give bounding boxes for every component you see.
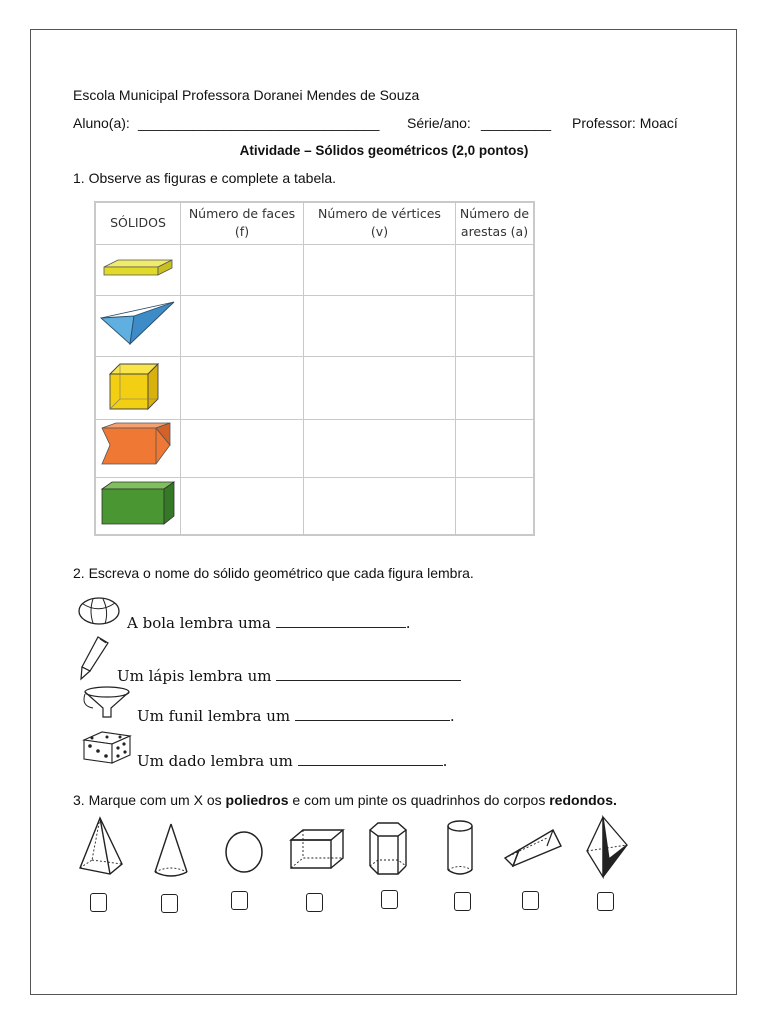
q2-item-pencil: Um lápis lembra um xyxy=(117,666,461,685)
table-row xyxy=(95,295,534,356)
serie-field[interactable]: _________ xyxy=(481,115,552,131)
serie-label: Série/ano: xyxy=(407,115,471,131)
answer-blank[interactable] xyxy=(295,706,450,721)
aluno-field[interactable]: _______________________________ xyxy=(138,115,380,131)
edges-cell[interactable] xyxy=(456,244,535,295)
green-box-icon xyxy=(95,477,181,535)
ball-icon xyxy=(77,596,123,628)
table-row xyxy=(95,477,534,535)
q2-item-ball: A bola lembra uma . xyxy=(127,614,411,632)
faces-cell[interactable] xyxy=(181,244,304,295)
q2-prompt: 2. Escreva o nome do sólido geométrico que cada figura lembra. xyxy=(73,565,474,581)
dice-icon xyxy=(80,730,134,766)
pencil-icon xyxy=(78,633,114,681)
hexagonal-prism-icon xyxy=(366,820,412,878)
vertices-cell[interactable] xyxy=(304,295,456,356)
table-row xyxy=(95,356,534,419)
vertices-cell[interactable] xyxy=(304,477,456,535)
solids-table xyxy=(94,201,535,536)
faces-cell[interactable] xyxy=(181,477,304,535)
cylinder-icon xyxy=(443,818,477,880)
edges-cell[interactable] xyxy=(456,295,535,356)
professor-label: Professor: Moací xyxy=(572,115,678,131)
octahedron-icon xyxy=(583,815,631,881)
checkbox-triangular-prism[interactable] xyxy=(522,891,539,910)
school-name: Escola Municipal Professora Doranei Mendes de Souza xyxy=(73,87,420,103)
sphere-icon xyxy=(223,830,265,874)
checkbox-square-pyramid[interactable] xyxy=(90,893,107,912)
activity-title: Atividade – Sólidos geométricos (2,0 pontos) xyxy=(239,143,529,158)
square-pyramid-icon xyxy=(76,816,128,878)
faces-cell[interactable] xyxy=(181,356,304,419)
faces-cell[interactable] xyxy=(181,419,304,477)
vertices-cell[interactable] xyxy=(304,244,456,295)
q1-prompt: 1. Observe as figuras e complete a tabela. xyxy=(73,170,337,186)
triangular-prism-icon xyxy=(499,826,567,874)
rectangular-prism-icon xyxy=(287,826,347,872)
faces-cell[interactable] xyxy=(181,295,304,356)
checkbox-octahedron[interactable] xyxy=(597,892,614,911)
blue-pyramid-icon xyxy=(95,295,181,356)
header-solidos: SÓLIDOS xyxy=(95,202,181,244)
cone-icon xyxy=(151,822,193,880)
checkbox-cone[interactable] xyxy=(161,894,178,913)
edges-cell[interactable] xyxy=(456,477,535,535)
funnel-icon xyxy=(79,684,135,720)
yellow-flat-prism-icon xyxy=(95,244,181,295)
checkbox-cylinder[interactable] xyxy=(454,892,471,911)
header-faces: Número de faces (f) xyxy=(181,202,304,244)
vertices-cell[interactable] xyxy=(304,356,456,419)
edges-cell[interactable] xyxy=(456,419,535,477)
edges-cell[interactable] xyxy=(456,356,535,419)
table-row xyxy=(95,244,534,295)
header-arestas: Número de arestas (a) xyxy=(456,202,535,244)
q3-prompt: 3. Marque com um X os poliedros e com um pinte os quadrinhos do corpos redondos. xyxy=(73,792,617,808)
header-vertices: Número de vértices (v) xyxy=(304,202,456,244)
answer-blank[interactable] xyxy=(298,751,443,766)
checkbox-hexagonal-prism[interactable] xyxy=(381,890,398,909)
checkbox-rectangular-prism[interactable] xyxy=(306,893,323,912)
answer-blank[interactable] xyxy=(276,613,406,628)
aluno-label: Aluno(a): xyxy=(73,115,130,131)
yellow-cube-icon xyxy=(95,356,181,419)
table-row xyxy=(95,419,534,477)
answer-blank[interactable] xyxy=(276,666,461,681)
orange-prism-icon xyxy=(95,419,181,477)
q2-item-dice: Um dado lembra um . xyxy=(137,752,448,770)
q2-item-funnel: Um funil lembra um . xyxy=(137,707,455,725)
vertices-cell[interactable] xyxy=(304,419,456,477)
checkbox-sphere[interactable] xyxy=(231,891,248,910)
